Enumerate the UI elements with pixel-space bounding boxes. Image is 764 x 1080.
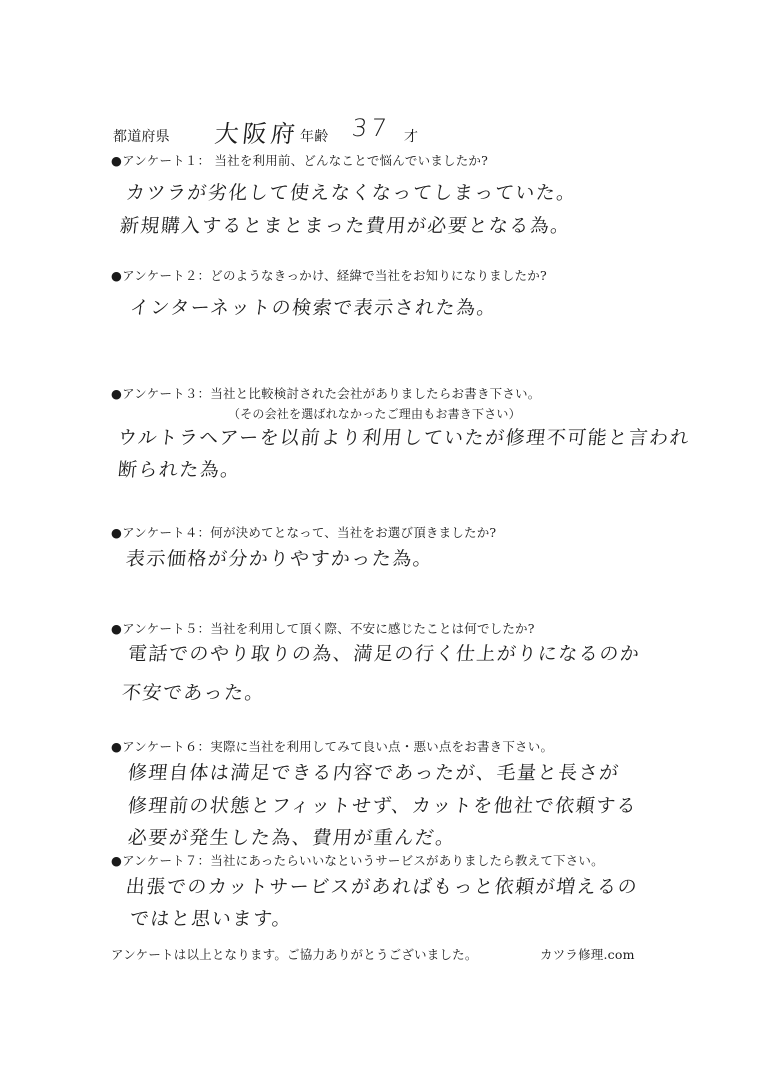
question-7-answer-line-1: 出張でのカットサービスがあればもっと依頼が増えるの [124,876,640,898]
age-label: 年齢 [300,129,329,145]
age-unit: 才 [404,129,419,145]
question-6-prompt: ●アンケート６：実際に当社を利用してみて良い点・悪い点をお書き下さい。 [111,739,554,754]
question-4-prompt: ●アンケート４：何が決めてとなって、当社をお選び頂きましたか? [111,525,497,540]
question-6-answer-line-1: 修理自体は満足できる内容であったが、毛量と長さが [126,762,621,784]
question-1-answer-line-1: カツラが劣化して使えなくなってしまっていた。 [124,182,579,204]
question-2-prompt: ●アンケート２：どのようなきっかけ、経緯で当社をお知りになりましたか? [111,268,547,283]
question-3-answer-line-2: 断られた為。 [116,459,243,481]
question-7-answer-line-2: ではと思います。 [128,908,294,930]
question-2-answer-line-1: インターネットの検索で表示された為。 [128,297,499,319]
question-5-answer-line-1: 電話でのやり取りの為、満足の行く仕上がりになるのか [126,643,642,665]
question-6-answer-line-2: 修理前の状態とフィットせず、カットを他社で依頼する [126,795,639,817]
question-3-answer-line-1: ウルトラヘアーを以前より利用していたが修理不可能と言われ [116,427,692,449]
question-4-answer-line-1: 表示価格が分かりやすかった為。 [124,548,435,570]
question-6-answer-line-3: 必要が発生した為、費用が重んだ。 [126,827,458,849]
age-value: 37 [350,114,393,142]
question-3-prompt: ●アンケート３：当社と比較検討された会社がありましたらお書き下さい。 [111,386,541,401]
question-1-answer-line-2: 新規購入するとまとまった費用が必要となる為。 [118,215,573,237]
question-5-answer-line-2: 不安であった。 [120,682,267,704]
prefecture-value: 大阪府 [213,120,301,148]
prefecture-label: 都道府県 [113,129,170,145]
question-7-prompt: ●アンケート７：当社にあったらいいなというサービスがありましたら教えて下さい。 [111,853,604,868]
question-1-prompt: ●アンケート１： 当社を利用前、どんなことで悩んでいましたか? [111,153,489,168]
footer-thanks: アンケートは以上となります。ご協力ありがとうございました。 [111,947,478,962]
question-5-prompt: ●アンケート５：当社を利用して頂く際、不安に感じたことは何でしたか? [111,621,535,636]
question-3-sub-prompt: （その会社を選ばれなかったご理由もお書き下さい） [228,407,521,421]
footer-brand: カツラ修理.com [540,947,635,962]
